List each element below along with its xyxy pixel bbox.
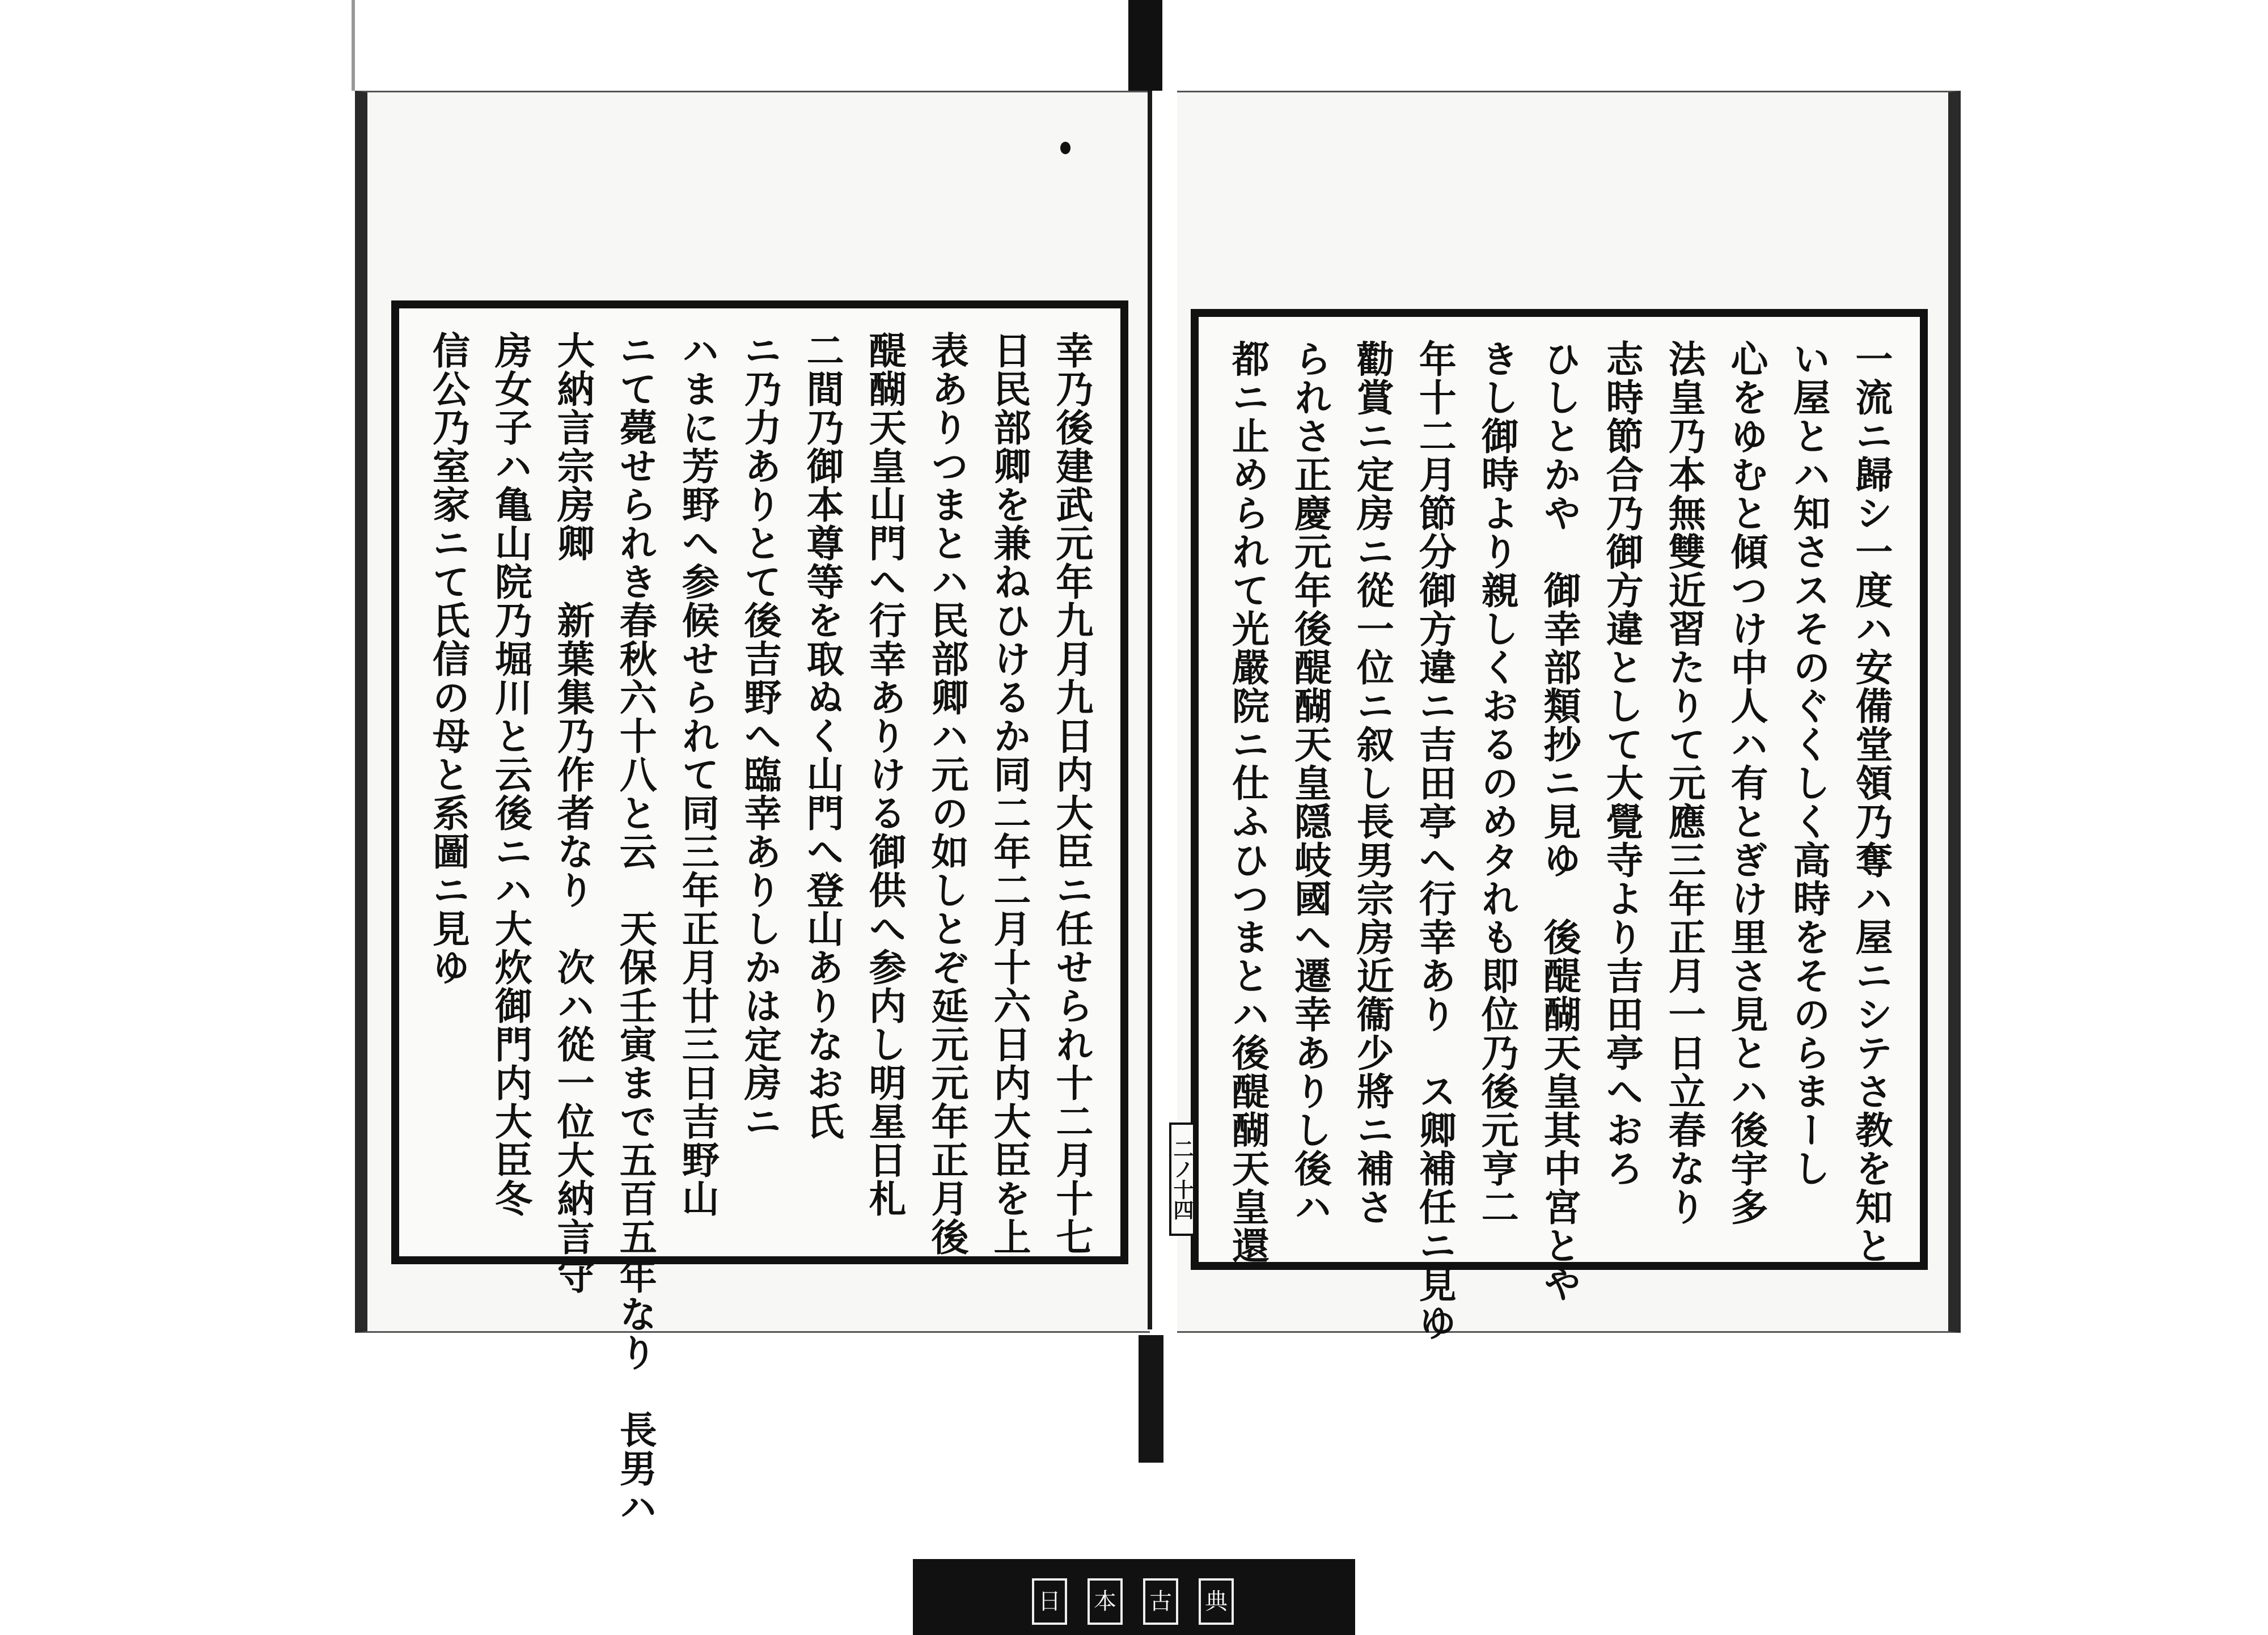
folio-number: 二ノ十四 [1169,1123,1195,1236]
text-column: 都ニ止められて光嚴院ニ仕ふひつまとハ後醍醐天皇還 [1225,340,1270,1265]
left-text-frame [391,300,1128,1526]
text-column: い屋とハ知さスそのぐくしく高時をそのらまーし [1786,340,1831,1188]
text-column: 日民部卿を兼ねひけるか同二年二月十六日内大臣を上 [987,331,1031,1256]
text-column: 志時節合乃御方違として大覺寺より吉田亭へおろ [1600,340,1644,1188]
text-column: 心をゆむと傾つけ中人ハ有とぎけ里さ見とハ後宇多 [1724,340,1769,1226]
text-column: 房女子ハ亀山院乃堀川と云後ニハ大炊御門内大臣冬 [488,331,533,1218]
text-column: きし御時より親しくおるのめタれも即位乃後元亨二 [1475,340,1520,1226]
right-text-columns [1221,340,1897,1342]
text-column: 二間乃御本尊等を取ぬく山門へ登山ありなお氏 [800,331,845,1141]
text-column: ニ乃力ありとて後吉野へ臨幸ありしかは定房ニ [738,331,782,1141]
stamp-characters [1032,1573,1234,1630]
stamp-char: 古 [1143,1578,1178,1625]
stamp-char: 本 [1088,1578,1123,1625]
text-column: 信公乃室家ニて氏信の母と系圖ニ見ゆ [426,331,471,986]
spine-top [1128,0,1162,91]
text-column: られさ正慶元年後醍醐天皇隠岐國へ遷幸ありし後ハ [1288,340,1332,1226]
edge-mark [352,0,355,91]
spine-bottom [1139,1335,1163,1463]
text-column: ハまに芳野へ参候せられて同三年正月廿三日吉野山 [675,331,720,1218]
text-column: 法皇乃本無雙近習たりて元應三年正月一日立春なり [1662,340,1707,1226]
left-text-columns [422,331,1098,1526]
text-column: ひしとかや 御幸部類抄ニ見ゆ 後醍醐天皇其中宮とや [1537,340,1582,1303]
text-column: 大納言宗房卿 新葉集乃作者なり 次ハ從一位大納言守 [551,331,595,1295]
stamp-char: 典 [1199,1578,1234,1625]
text-column: 年十二月節分御方違ニ吉田亭へ行幸あり ス卿補任ニ見ゆ [1412,340,1457,1342]
spine-line [1148,91,1152,1329]
stamp-char: 日 [1032,1578,1067,1625]
right-text-frame [1191,309,1928,1342]
text-column: 幸乃後建武元年九月九日内大臣ニ任せられ十二月十七 [1049,331,1094,1256]
text-column: 醍醐天皇山門へ行幸ありける御供へ参内し明星日札 [862,331,907,1218]
ink-dot [1060,142,1070,154]
text-column: 表ありつまとハ民部卿ハ元の如しとぞ延元元年正月後 [925,331,970,1256]
text-column: 勸賞ニ定房ニ從一位ニ叙し長男宗房近衞少將ニ補さ [1350,340,1395,1226]
text-column: ニて薨せられき春秋六十八と云 天保壬寅まで五百五年なり 長男ハ [613,331,658,1526]
text-column: 一流ニ歸シ一度ハ安備堂領乃奪ハ屋ニシテさ教を知と [1848,340,1893,1265]
